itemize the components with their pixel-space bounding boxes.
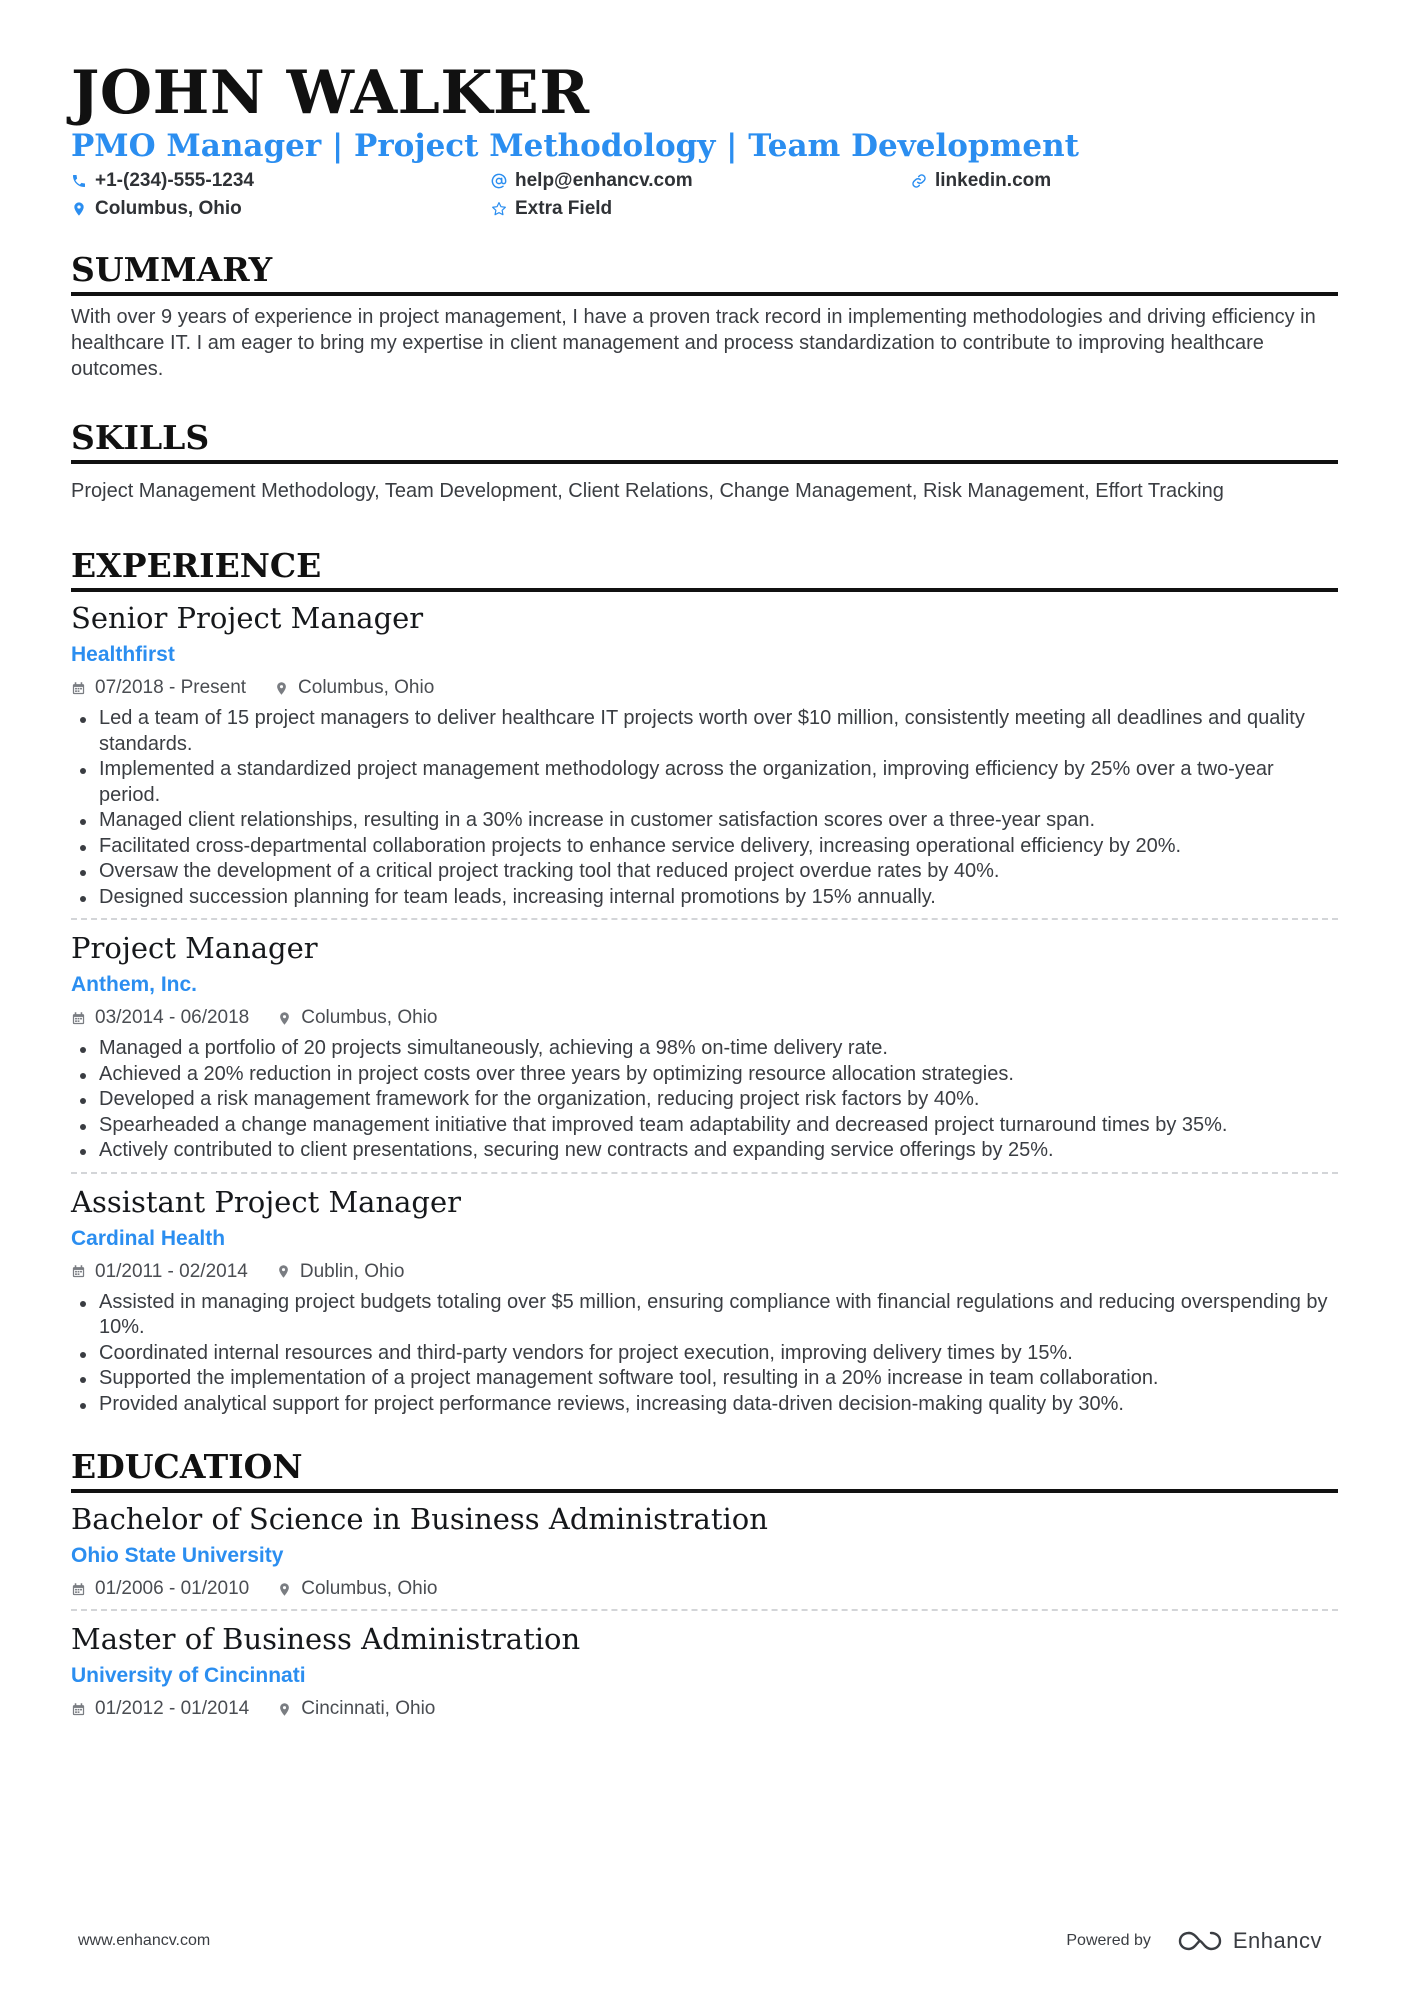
dates-text: 01/2011 - 02/2014 [95,1260,248,1282]
experience-entry [71,1172,1338,1426]
job-location [274,676,434,700]
map-pin-icon [274,681,289,696]
experience-entry [71,918,1338,1172]
degree-title: Master of Business Administration [71,1622,581,1656]
job-title: Project Manager [71,931,318,965]
dates-text: 03/2014 - 06/2018 [95,1007,250,1028]
experience-title: EXPERIENCE [71,546,1338,592]
summary-text: With over 9 years of experience in project management, I have a proven track record in implementing methodologies and driving efficiency in healthcare IT. I am eager to bring my expertise in client management and process standardization to contribute to improving healthcare outcomes. [71,306,1316,380]
dates-text: 01/2012 - 01/2014 [95,1698,250,1719]
company-name: Cardinal Health [71,1226,226,1250]
contact-location [71,198,491,220]
map-pin-icon [277,1011,292,1026]
education-dates [71,1577,249,1601]
experience-entry [71,592,1338,918]
company-name: Healthfirst [71,643,175,666]
bullet-item: Assisted in managing project budgets totaling over $5 million, ensuring compliance with financial regulations and reducing overspending by 10%. [71,1290,1338,1341]
location-text: Cincinnati, Ohio [301,1698,436,1719]
powered-by-label: Powered by [1066,1932,1151,1949]
candidate-headline: PMO Manager | Project Methodology | Team Development [71,128,1079,164]
degree-title: Bachelor of Science in Business Administration [71,1502,768,1536]
bullet-item: Oversaw the development of a critical project tracking tool that reduced project overdue rates by 40%. [71,859,1338,885]
bullet-item: Led a team of 15 project managers to deliver healthcare IT projects worth over $10 million, consistently meeting all deadlines and quality standards. [71,706,1338,757]
bullet-item: Implemented a standardized project management methodology across the organization, improving efficiency by 25% over a two-year period. [71,757,1338,808]
footer-website-link[interactable]: www.enhancv.com [78,1932,211,1949]
job-title: Senior Project Manager [71,601,424,635]
calendar-icon [71,1702,86,1717]
dates-text: 01/2006 - 01/2010 [95,1578,250,1599]
job-bullets [71,1036,1338,1164]
calendar-icon [71,1582,86,1597]
job-title: Assistant Project Manager [71,1184,461,1219]
contact-phone [71,170,491,192]
skills-section [71,418,1338,504]
job-dates [71,676,246,700]
job-meta [71,676,1338,700]
education-meta [71,1577,1338,1601]
bullet-item: Managed a portfolio of 20 projects simultaneously, achieving a 98% on-time delivery rate. [71,1036,1338,1062]
bullet-item: Actively contributed to client presentations, securing new contracts and expanding service offerings by 25%. [71,1138,1338,1164]
location-text: Columbus, Ohio [301,1007,438,1028]
map-pin-icon [277,1702,292,1717]
dates-text: 07/2018 - Present [95,677,247,698]
extra-text: Extra Field [515,198,613,219]
skills-title: SKILLS [71,418,1338,464]
education-section [71,1447,1338,1729]
bullet-item: Managed client relationships, resulting in a 30% increase in customer satisfaction scores over a three-year span. [71,808,1338,834]
bullet-item: Achieved a 20% reduction in project costs over three years by optimizing resource allocation strategies. [71,1062,1338,1088]
bullet-item: Designed succession planning for team leads, increasing internal promotions by 15% annually. [71,885,1338,911]
candidate-name: JOHN WALKER [71,58,590,128]
email-text: help@enhancv.com [515,170,693,191]
summary-section [71,250,1338,382]
education-entry [71,1493,1338,1609]
summary-title: SUMMARY [71,250,1338,296]
powered-by [1066,1928,1322,1954]
job-dates [71,1006,249,1030]
star-icon [491,201,507,217]
map-pin-icon [277,1582,292,1597]
education-dates [71,1697,249,1721]
bullet-item: Spearheaded a change management initiative that improved team adaptability and decreased project turnaround times by 35%. [71,1113,1338,1139]
contact-extra [491,198,911,220]
job-meta [71,1006,1338,1030]
location-text: Columbus, Ohio [95,198,242,219]
job-location [276,1260,405,1284]
page-footer [78,1928,1322,1954]
brand-logo[interactable] [1177,1928,1322,1954]
bullet-item: Provided analytical support for project performance reviews, increasing data-driven decision-making quality by 30%. [71,1392,1338,1418]
job-dates [71,1260,248,1284]
map-pin-icon [71,201,87,217]
education-meta [71,1697,1338,1721]
location-text: Dublin, Ohio [299,1260,405,1282]
calendar-icon [71,681,86,696]
bullet-item: Facilitated cross-departmental collaboration projects to enhance service delivery, increasing operational efficiency by 20%. [71,834,1338,860]
job-location [277,1006,437,1030]
job-bullets [71,1290,1338,1418]
infinity-logo-icon [1177,1928,1223,1954]
school-name: Ohio State University [71,1544,284,1567]
phone-icon [71,173,87,189]
experience-section [71,546,1338,1425]
phone-text: +1-(234)-555-1234 [95,170,254,191]
school-name: University of Cincinnati [71,1664,306,1687]
map-pin-icon [276,1264,291,1279]
calendar-icon [71,1264,86,1279]
linkedin-text: linkedin.com [935,170,1052,191]
education-title: EDUCATION [71,1447,1338,1493]
education-location [277,1697,435,1721]
contact-info [71,170,1338,220]
contact-email[interactable] [491,170,911,192]
education-location [277,1577,437,1601]
at-sign-icon [491,173,507,189]
location-text: Columbus, Ohio [298,677,435,698]
job-bullets [71,706,1338,910]
bullet-item: Coordinated internal resources and third-party vendors for project execution, improving delivery times by 15%. [71,1341,1338,1367]
calendar-icon [71,1011,86,1026]
skills-text: Project Management Methodology, Team Development, Client Relations, Change Management, Risk Management, Effort Tracking [71,480,1224,502]
link-icon [911,173,927,189]
location-text: Columbus, Ohio [301,1578,438,1599]
education-entry [71,1609,1338,1729]
contact-linkedin[interactable] [911,170,1331,192]
bullet-item: Supported the implementation of a project management software tool, resulting in a 20% increase in team collaboration. [71,1366,1338,1392]
company-name: Anthem, Inc. [71,973,198,996]
brand-name: Enhancv [1232,1928,1322,1953]
job-meta [71,1260,1338,1284]
bullet-item: Developed a risk management framework for the organization, reducing project risk factors by 40%. [71,1087,1338,1113]
